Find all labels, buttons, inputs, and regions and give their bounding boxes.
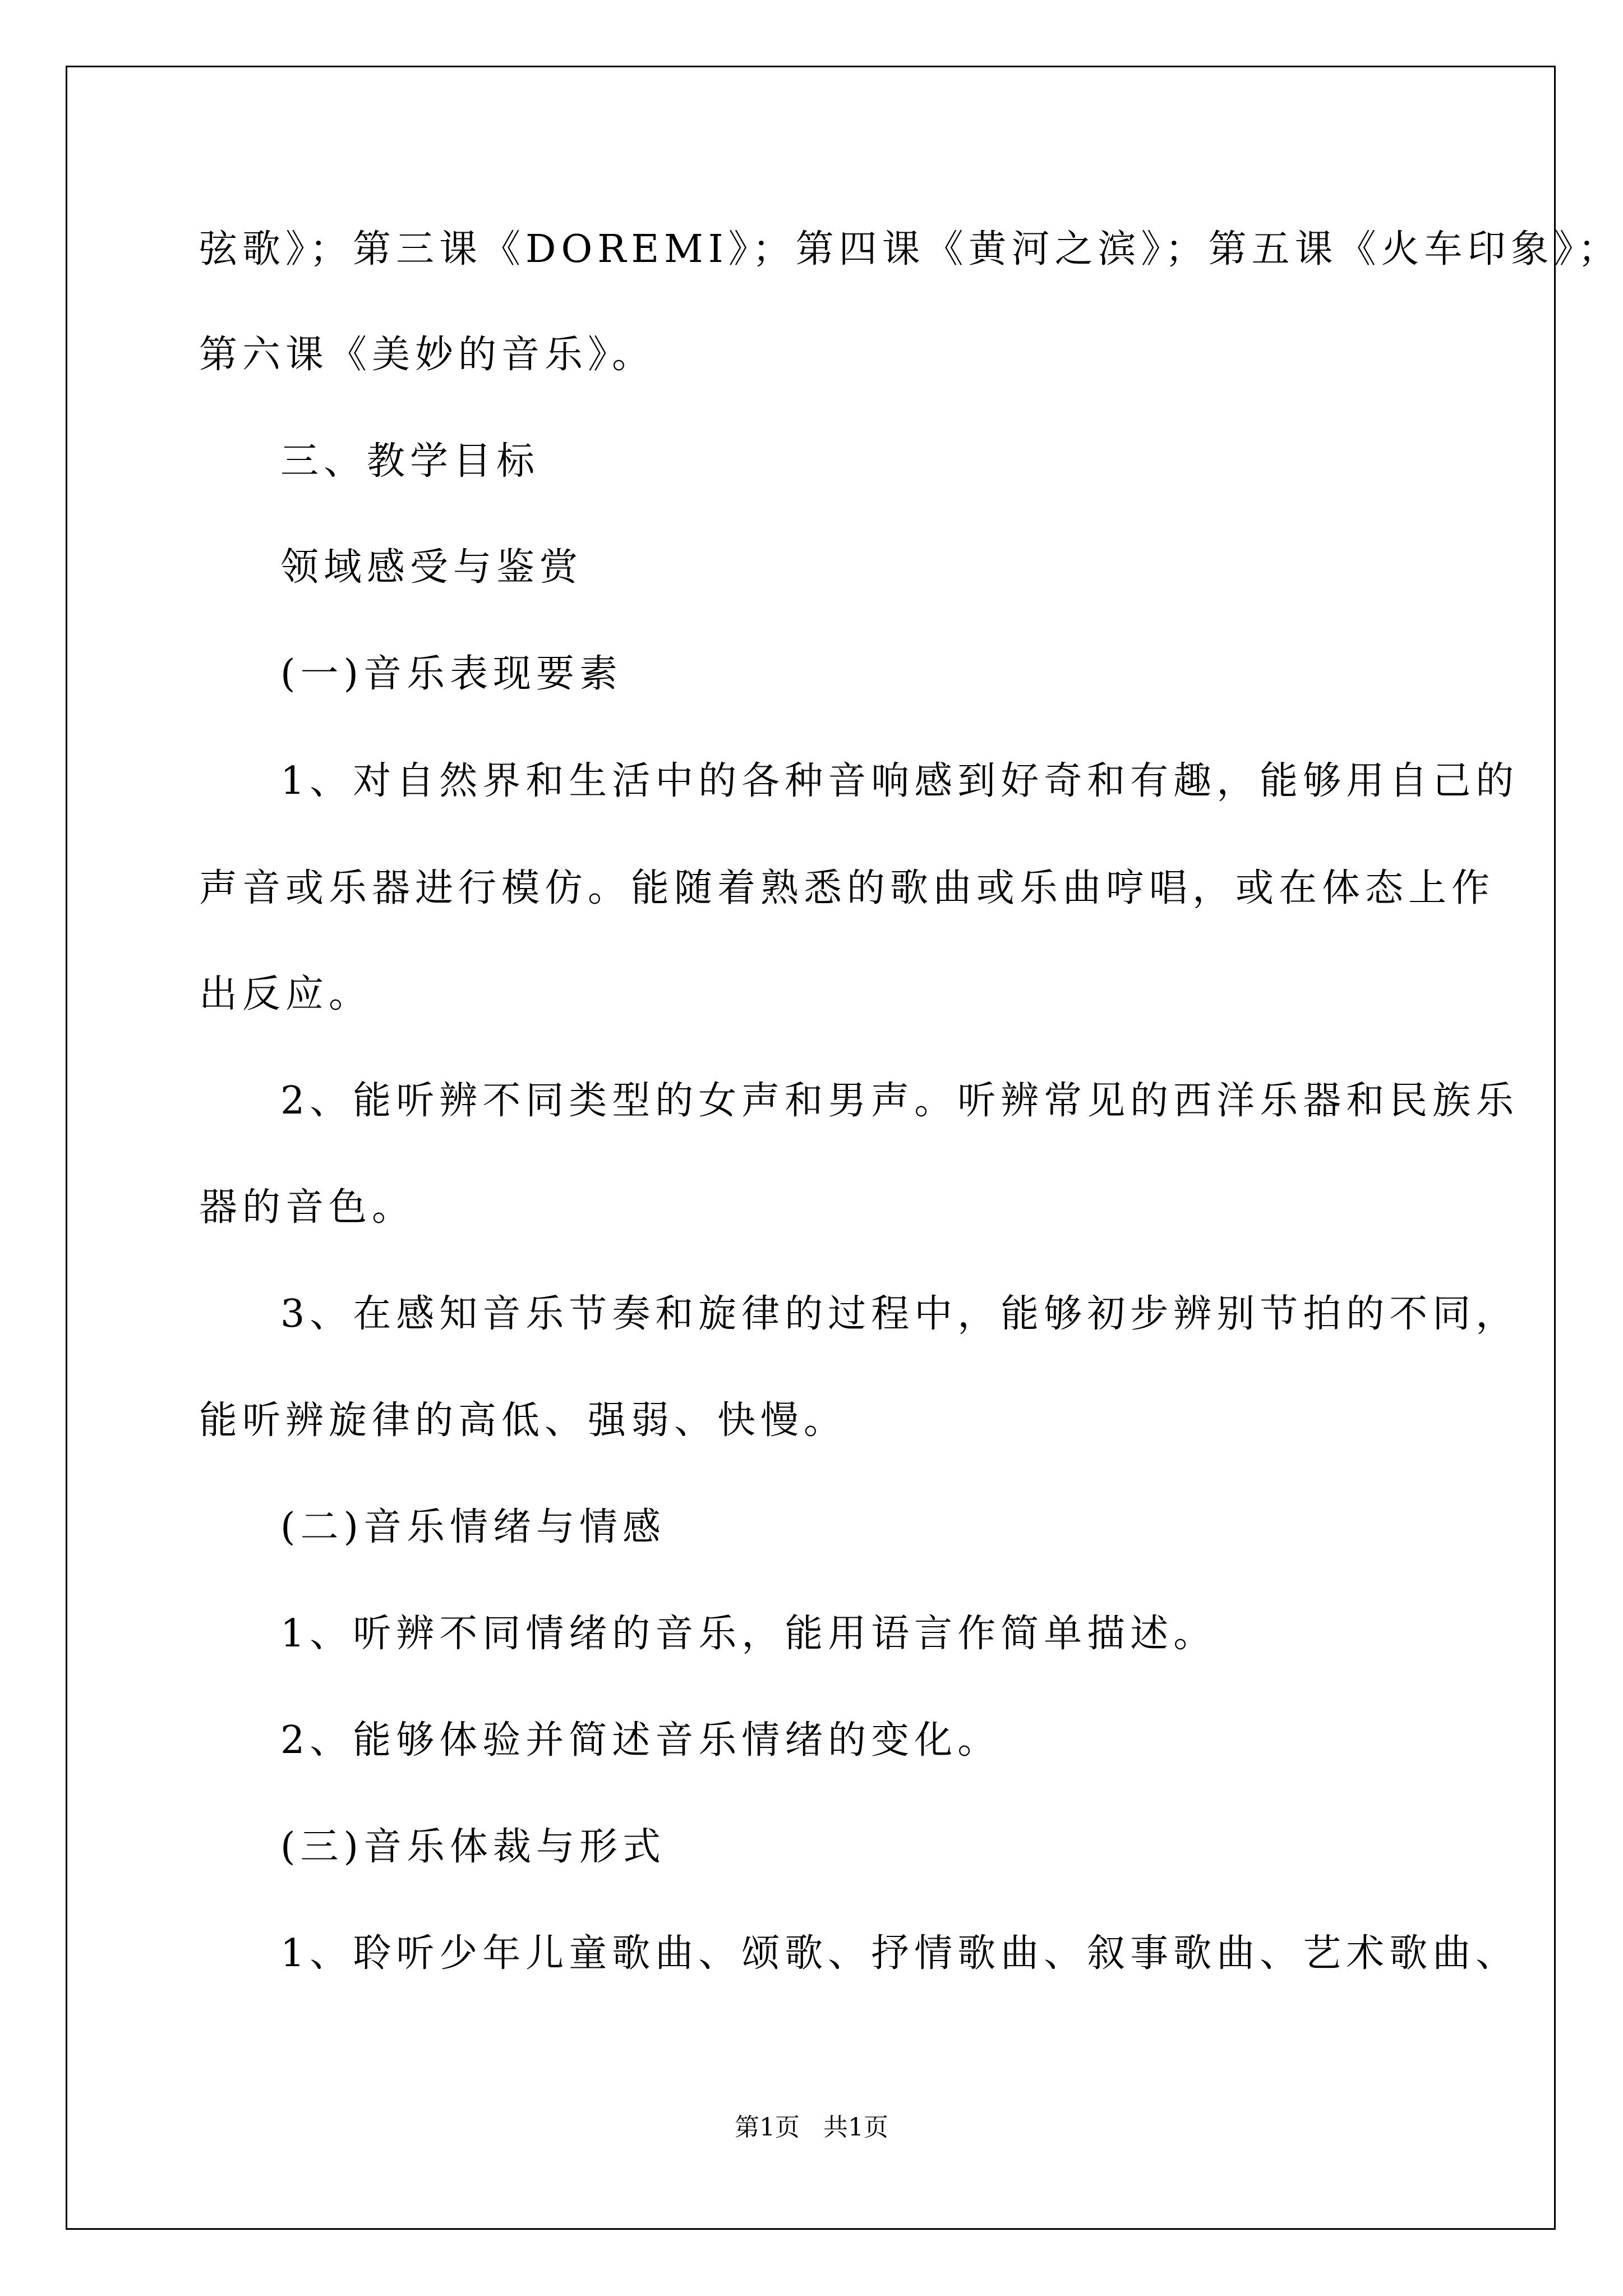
text-line: 弦歌》；第三课《DOREMI》；第四课《黄河之滨》；第五课《火车印象》； (199, 227, 1621, 272)
text-line: 3、在感知音乐节奏和旋律的过程中，能够初步辨别节拍的不同， (280, 1292, 1519, 1336)
text-line: 2、能听辨不同类型的女声和男声。听辨常见的西洋乐器和民族乐 (280, 1079, 1519, 1123)
page-number-footer: 第1页 共1页 (735, 2113, 888, 2142)
subsection-heading: (一)音乐表现要素 (280, 652, 623, 696)
section-heading: 三、教学目标 (280, 439, 540, 484)
text-line: 第六课《美妙的音乐》。 (199, 333, 656, 377)
page-border (66, 66, 1556, 2230)
text-line: 1、对自然界和生活中的各种音响感到好奇和有趣，能够用自己的 (280, 759, 1519, 803)
subsection-heading: 领域感受与鉴赏 (280, 545, 583, 590)
text-line: 2、能够体验并简述音乐情绪的变化。 (280, 1718, 1001, 1763)
subsection-heading: (三)音乐体裁与形式 (280, 1825, 666, 1869)
subsection-heading: (二)音乐情绪与情感 (280, 1505, 666, 1549)
text-line: 1、聆听少年儿童歌曲、颂歌、抒情歌曲、叙事歌曲、艺术歌曲、 (280, 1931, 1519, 1976)
text-line: 器的音色。 (199, 1185, 416, 1230)
text-line: 能听辨旋律的高低、强弱、快慢。 (199, 1398, 847, 1443)
text-line: 声音或乐器进行模仿。能随着熟悉的歌曲或乐曲哼唱，或在体态上作 (199, 866, 1495, 910)
text-line: 1、听辨不同情绪的音乐，能用语言作简单描述。 (280, 1612, 1217, 1656)
text-line: 出反应。 (199, 972, 372, 1016)
